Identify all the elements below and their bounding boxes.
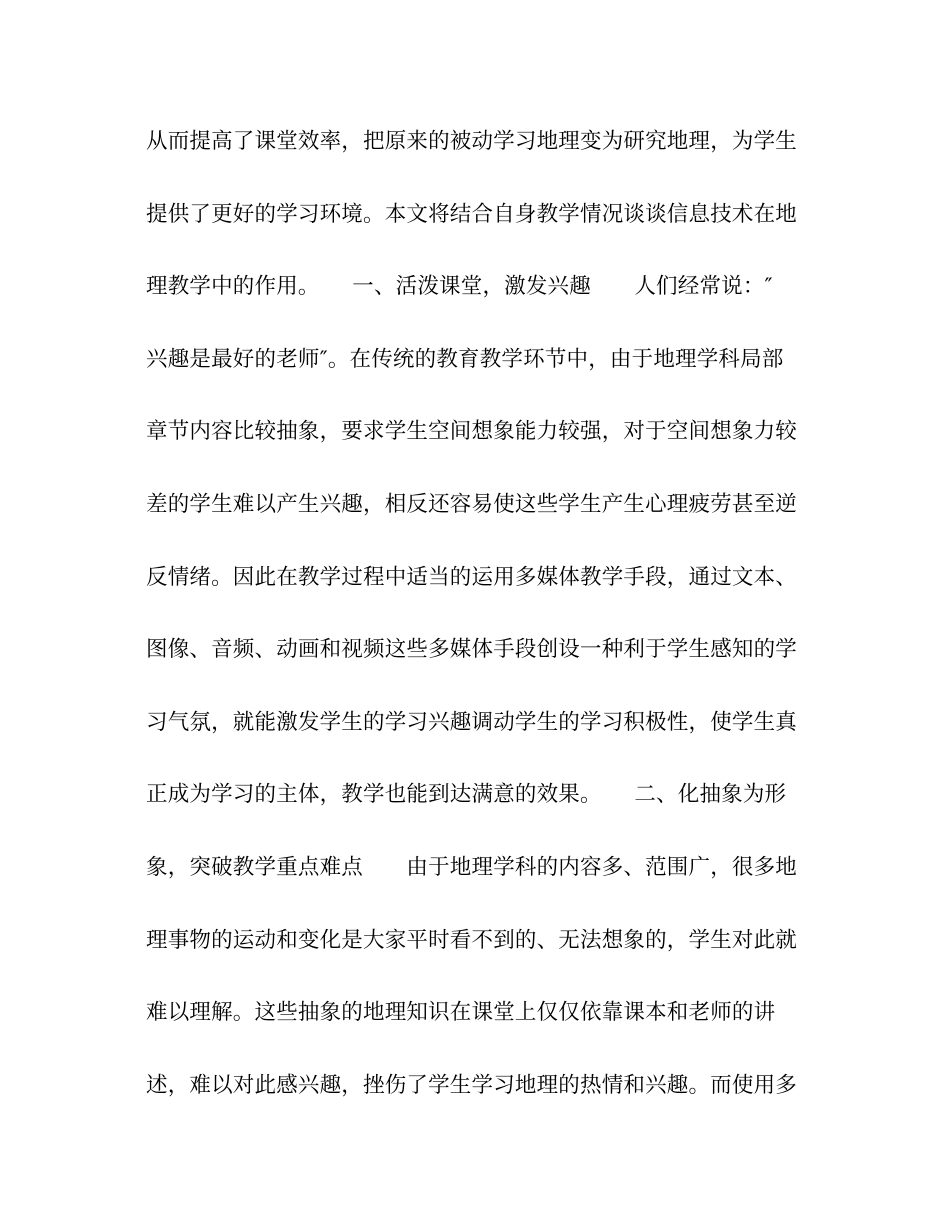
text-line: 象，突破教学重点难点 由于地理学科的内容多、范围广，很多地 <box>146 854 798 880</box>
text-line: 理事物的运动和变化是大家平时看不到的、无法想象的，学生对此就 <box>146 927 798 953</box>
text-line: 章节内容比较抽象，要求学生空间想象能力较强，对于空间想象力较 <box>146 419 798 445</box>
text-line: 理教学中的作用。 一、活泼课堂，激发兴趣 人们经常说：″ <box>146 274 773 300</box>
text-line: 提供了更好的学习环境。本文将结合自身教学情况谈谈信息技术在地 <box>146 201 798 227</box>
text-line: 从而提高了课堂效率，把原来的被动学习地理变为研究地理，为学生 <box>146 129 798 154</box>
text-line: 反情绪。因此在教学过程中适当的运用多媒体教学手段，通过文本、 <box>146 564 798 590</box>
text-line: 述，难以对此感兴趣，挫伤了学生学习地理的热情和兴趣。而使用多 <box>146 1072 798 1098</box>
text-line: 习气氛，就能激发学生的学习兴趣调动学生的学习积极性，使学生真 <box>146 709 798 735</box>
text-line: 图像、音频、动画和视频这些多媒体手段创设一种利于学生感知的学 <box>146 637 798 663</box>
text-line: 难以理解。这些抽象的地理知识在课堂上仅仅依靠课本和老师的讲 <box>146 1000 776 1026</box>
text-line: 正成为学习的主体，教学也能到达满意的效果。 二、化抽象为形 <box>146 782 787 808</box>
body-text <box>146 118 806 1134</box>
text-line: 兴趣是最好的老师″。在传统的教育教学环节中，由于地理学科局部 <box>146 346 784 372</box>
text-line: 差的学生难以产生兴趣，相反还容易使这些学生产生心理疲劳甚至逆 <box>146 491 798 517</box>
